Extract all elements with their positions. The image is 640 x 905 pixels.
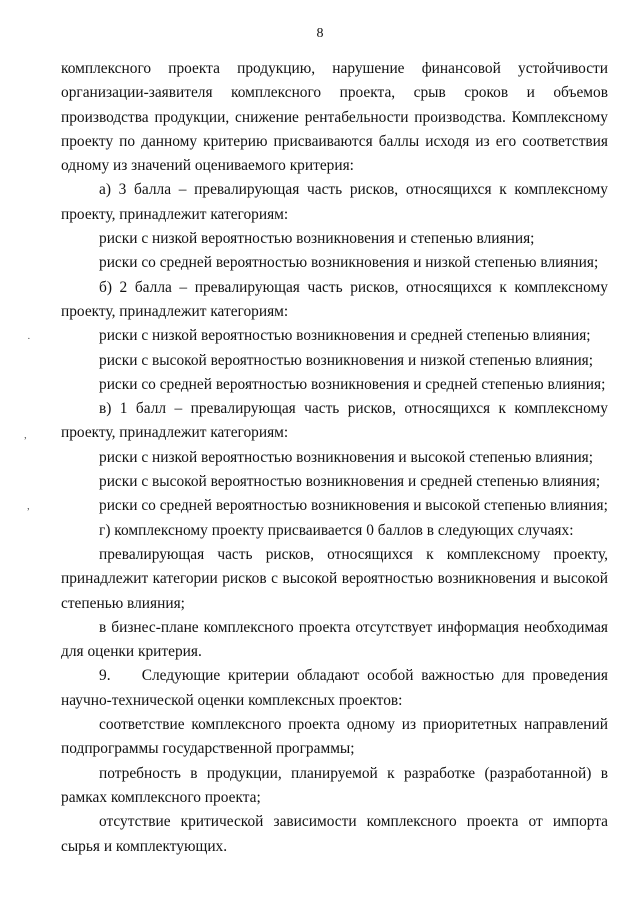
margin-mark: · [27, 333, 31, 345]
margin-mark: , [27, 500, 30, 512]
paragraph: комплексного проекта продукцию, нарушение финансовой устойчивости организации-заявителя комплексного проекта, срыв сроков и объемов производства продукции, снижение рентабельности производства. Комплексному проекту по данному критерию присваиваются баллы исходя из его соответствия одному из значений оцениваемого критерия: [61, 60, 608, 175]
list-item: отсутствие критической зависимости комплексного проекта от импорта сырья и комплектующих. [61, 813, 608, 855]
paragraph: а) 3 балла – превалирующая часть рисков, относящихся к комплексному проекту, принадлежит категориям: [61, 181, 608, 223]
margin-mark: , [24, 429, 27, 441]
list-item: риски с низкой вероятностью возникновения и средней степенью влияния; [99, 327, 591, 345]
document-body [61, 57, 608, 859]
paragraph: г) комплексному проекту присваивается 0 баллов в следующих случаях: [99, 521, 574, 539]
list-item: риски со средней вероятностью возникновения и высокой степенью влияния; [99, 497, 608, 515]
list-item: в бизнес-плане комплексного проекта отсутствует информация необходимая для оценки критерия. [61, 618, 608, 661]
page-number: 8 [316, 26, 324, 41]
list-item: соответствие комплексного проекта одному из приоритетных направлений подпрограммы государственной программы; [61, 716, 608, 758]
paragraph: 9. Следующие критерии обладают особой важностью для проведения научно-технической оценки комплексных проектов: [61, 667, 608, 709]
list-item: риски с высокой вероятностью возникновения и низкой степенью влияния; [99, 351, 594, 369]
list-item: риски со средней вероятностью возникновения и средней степенью влияния; [99, 375, 606, 393]
list-item: риски с низкой вероятностью возникновения и степенью влияния; [99, 230, 535, 248]
paragraph: б) 2 балла – превалирующая часть рисков, относящихся к комплексному проекту, принадлежит категориям: [61, 278, 608, 320]
paragraph: в) 1 балл – превалирующая часть рисков, относящихся к комплексному проекту, принадлежит категориям: [61, 400, 608, 442]
list-item: риски с высокой вероятностью возникновения и средней степенью влияния; [99, 473, 601, 491]
list-item: потребность в продукции, планируемой к разработке (разработанной) в рамках комплексного проекта; [61, 764, 608, 806]
list-item: риски с низкой вероятностью возникновения и высокой степенью влияния; [99, 448, 594, 466]
list-item: превалирующая часть рисков, относящихся к комплексному проекту, принадлежит категории рисков с высокой вероятностью возникновения и высокой степенью влияния; [61, 545, 608, 612]
list-item: риски со средней вероятностью возникновения и низкой степенью влияния; [99, 254, 599, 272]
